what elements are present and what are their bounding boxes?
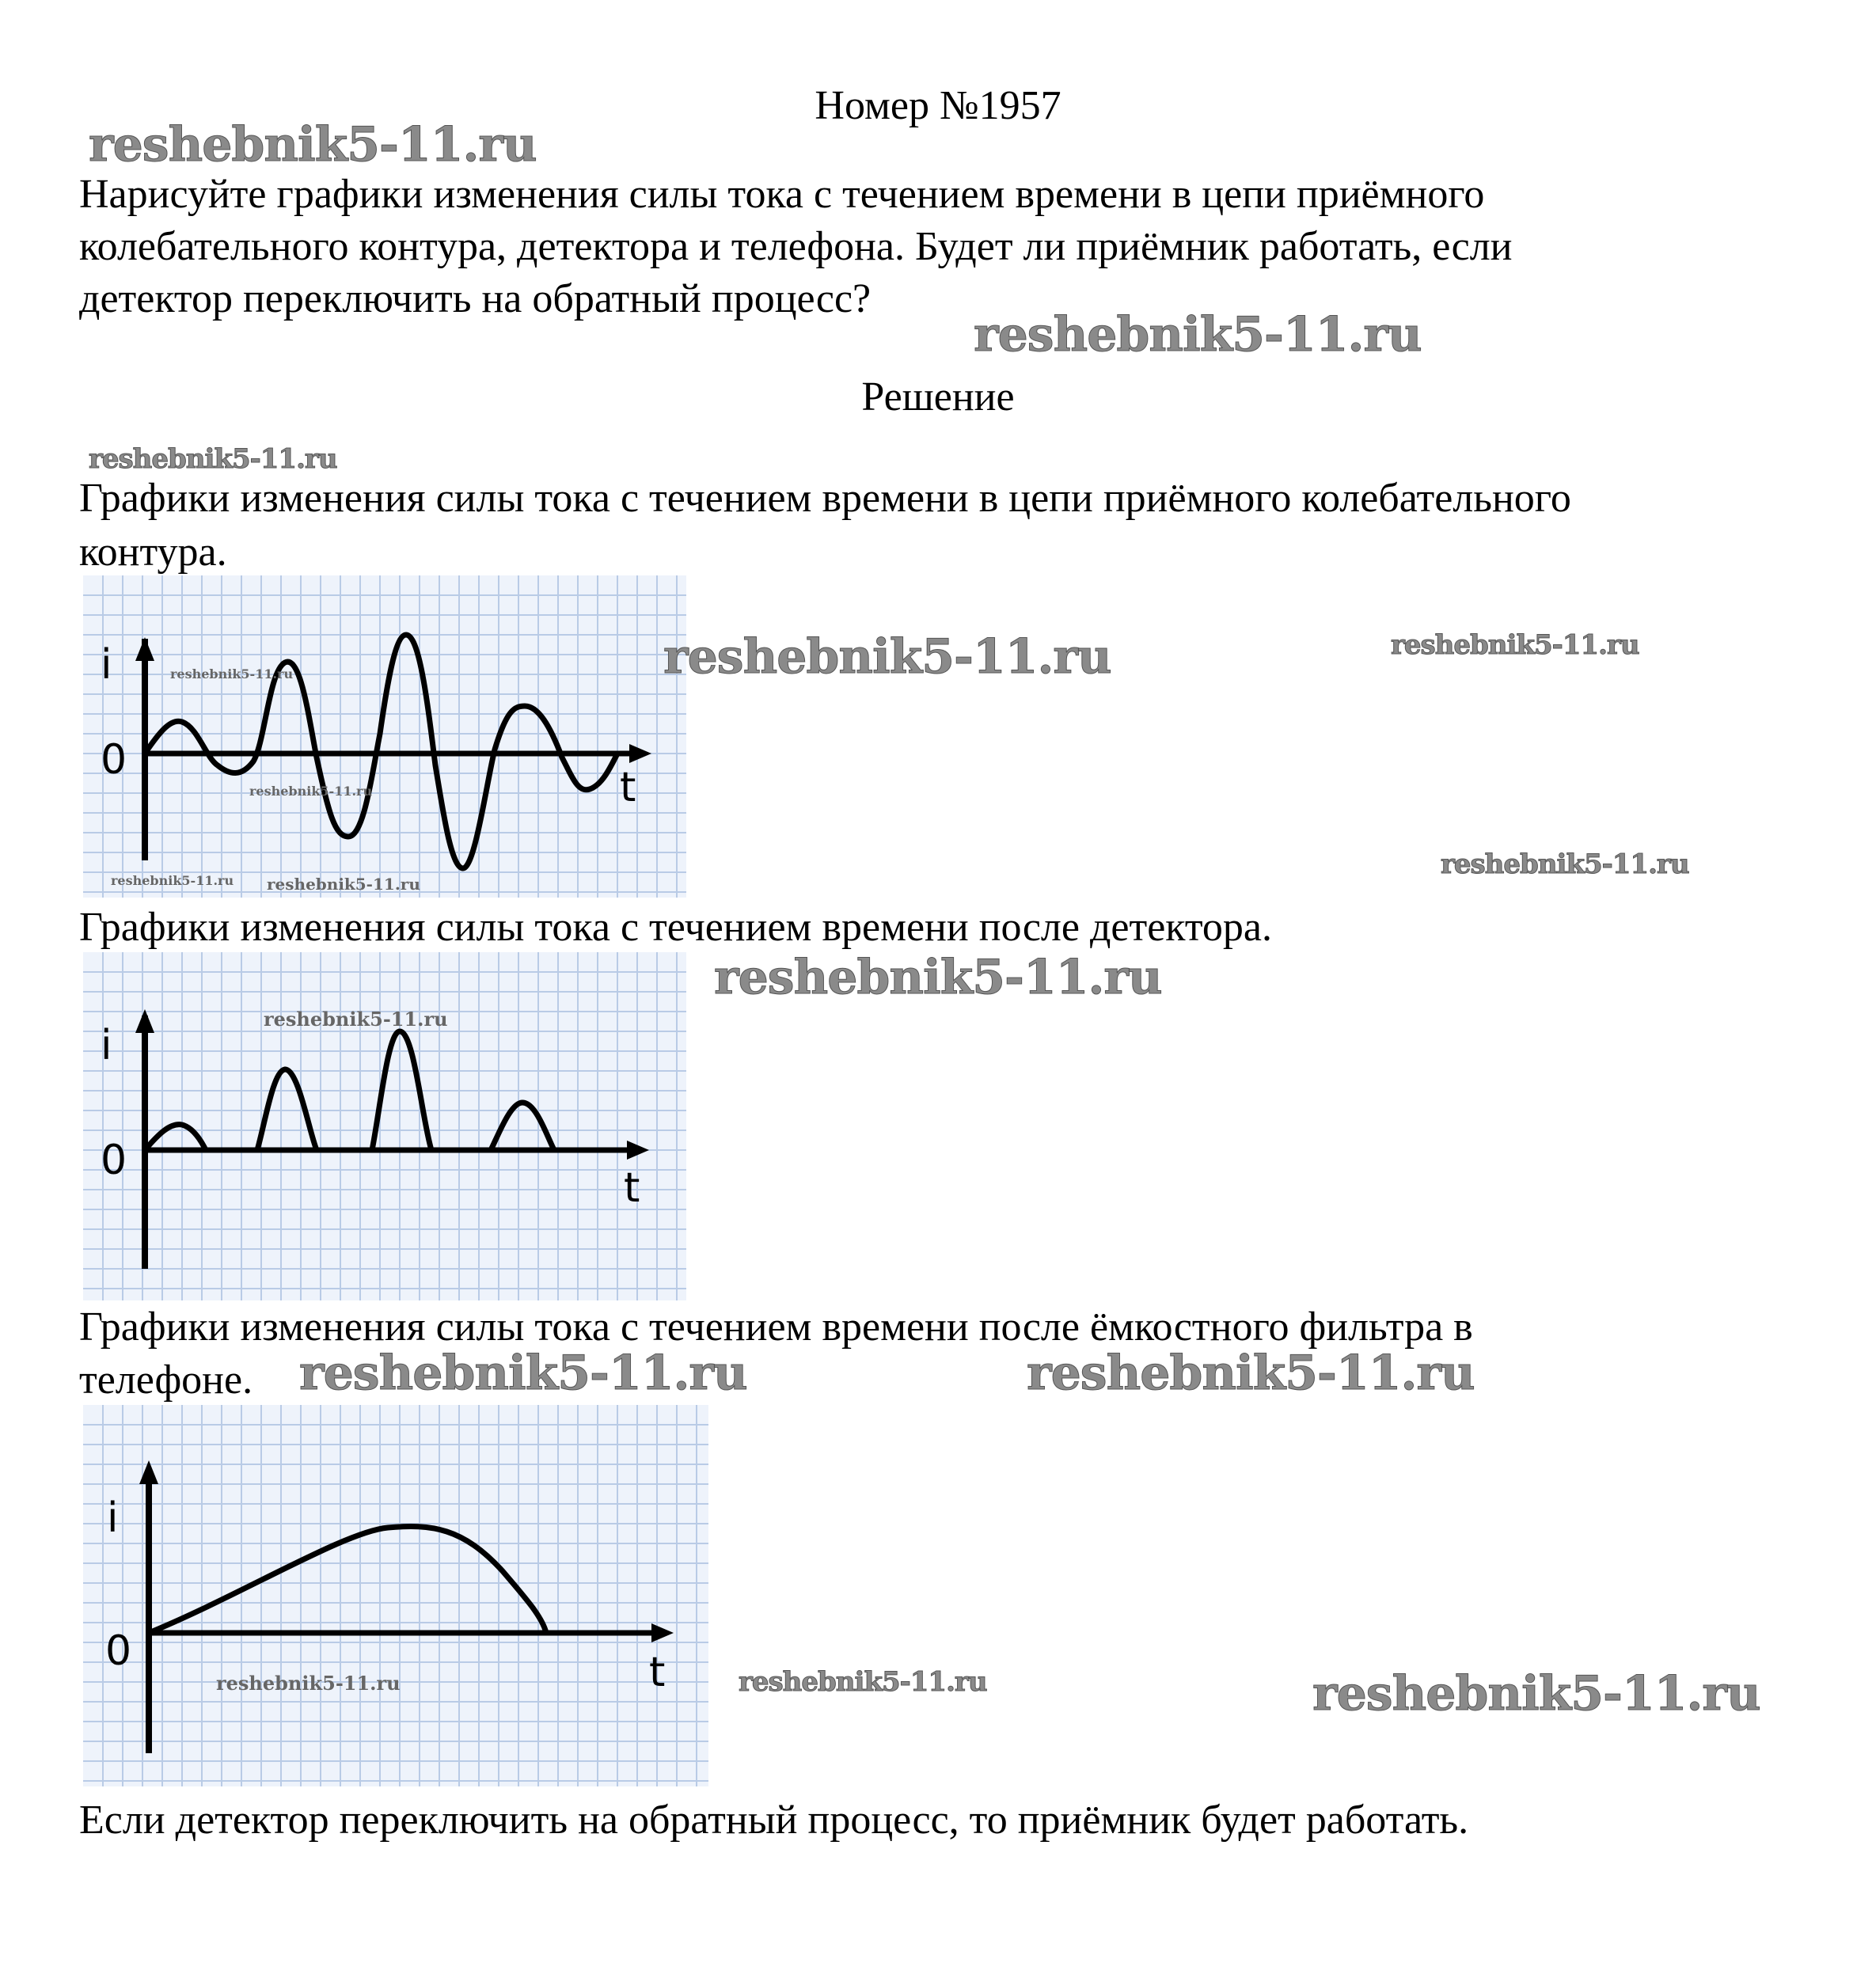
watermark-1: reshebnik5-11.ru	[89, 117, 537, 173]
solution-heading: Решение	[861, 374, 1015, 420]
section1-line-1: Графики изменения силы тока с течением времени в цепи приёмного колебательного	[79, 476, 1571, 521]
watermark-4: reshebnik5-11.ru	[663, 629, 1111, 685]
watermark-10: reshebnik5-11.ru	[739, 1666, 987, 1698]
graph-oscillation	[83, 575, 686, 898]
page-title: Номер №1957	[815, 83, 1061, 128]
grid-background	[83, 575, 686, 898]
grid-background	[83, 1405, 708, 1786]
watermark-graph1-d: reshebnik5-11.ru	[267, 875, 420, 894]
graph-detector	[83, 952, 686, 1300]
watermark-3: reshebnik5-11.ru	[89, 443, 337, 475]
watermark-6: reshebnik5-11.ru	[1441, 849, 1689, 880]
watermark-11: reshebnik5-11.ru	[1312, 1666, 1760, 1722]
graph-filter	[83, 1405, 708, 1786]
watermark-5: reshebnik5-11.ru	[1391, 629, 1639, 661]
watermark-graph2: reshebnik5-11.ru	[264, 1008, 448, 1031]
watermark-graph1-a: reshebnik5-11.ru	[170, 666, 294, 681]
y-axis-label: i	[101, 1022, 112, 1069]
watermark-9: reshebnik5-11.ru	[1027, 1346, 1475, 1401]
watermark-2: reshebnik5-11.ru	[974, 307, 1422, 363]
conclusion-line: Если детектор переключить на обратный процесс, то приёмник будет работать.	[79, 1798, 1469, 1843]
x-axis-label: t	[620, 764, 636, 811]
y-axis-label: i	[101, 641, 112, 689]
origin-label: 0	[101, 736, 127, 784]
task-line-2: колебательного контура, детектора и телефона. Будет ли приёмник работать, если	[79, 224, 1513, 269]
x-axis-label: t	[649, 1649, 666, 1696]
watermark-7: reshebnik5-11.ru	[714, 950, 1162, 1005]
x-axis-label: t	[624, 1164, 640, 1212]
section2-line: Графики изменения силы тока с течением времени после детектора.	[79, 905, 1272, 950]
watermark-graph1-c: reshebnik5-11.ru	[111, 873, 234, 888]
section3-line-2: телефоне.	[79, 1357, 253, 1403]
section1-line-2: контура.	[79, 530, 227, 575]
task-line-3: детектор переключить на обратный процесс?	[79, 276, 872, 321]
watermark-graph1-b: reshebnik5-11.ru	[249, 784, 373, 799]
origin-label: 0	[105, 1627, 132, 1675]
origin-label: 0	[101, 1137, 127, 1184]
task-line-1: Нарисуйте графики изменения силы тока с течением времени в цепи приёмного	[79, 172, 1485, 217]
watermark-graph3: reshebnik5-11.ru	[216, 1672, 401, 1695]
section3-line-1: Графики изменения силы тока с течением времени после ёмкостного фильтра в	[79, 1304, 1473, 1350]
watermark-8: reshebnik5-11.ru	[299, 1346, 747, 1401]
y-axis-label: i	[107, 1494, 119, 1542]
